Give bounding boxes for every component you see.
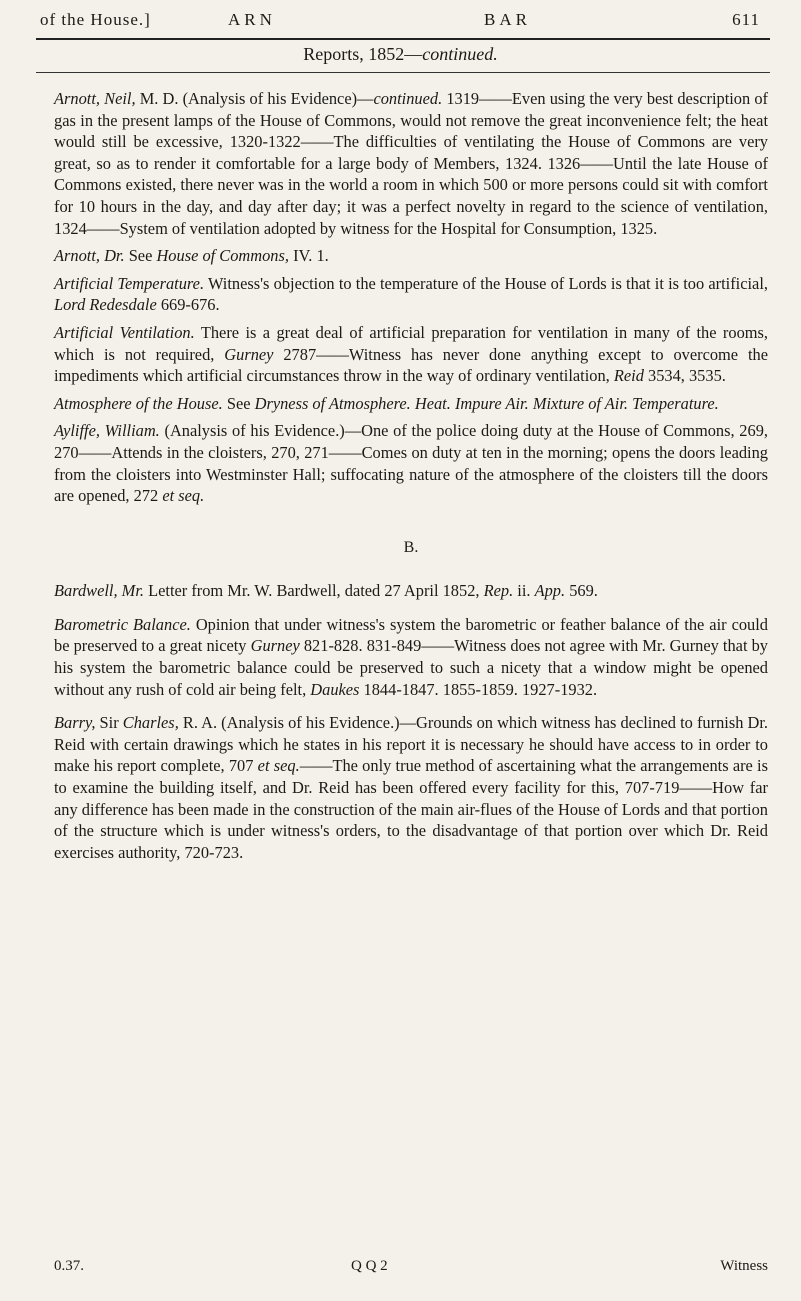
entry-text: 669-676. bbox=[156, 295, 220, 315]
entry-italic-text: Daukes bbox=[310, 679, 360, 699]
entry-heading: Artificial Temperature. bbox=[54, 273, 205, 293]
entry-italic-text: continued. bbox=[373, 89, 443, 108]
entry-italic-text: Gurney bbox=[224, 344, 274, 364]
entry-text: Opinion that under witness's system the barometric or feather balance of the air could be preserved to a great nicety bbox=[54, 614, 768, 656]
subtitle-main: Reports, 1852— bbox=[303, 44, 423, 64]
entry-italic-text: Impure Air. bbox=[454, 393, 529, 413]
entry-italic-text: Lord Redesdale bbox=[54, 295, 157, 315]
top-rule bbox=[36, 38, 770, 40]
entry-text: ii. bbox=[513, 581, 535, 601]
entries-section-a bbox=[54, 88, 768, 507]
index-entry bbox=[54, 88, 768, 239]
index-entry bbox=[54, 712, 768, 863]
footer-sheet-number: 0.37. bbox=[54, 1258, 84, 1274]
entry-text: Sir bbox=[95, 713, 123, 733]
entry-italic-text: Gurney bbox=[250, 636, 300, 656]
letter-heading: B. bbox=[403, 538, 419, 556]
entry-text: 569. bbox=[565, 581, 598, 601]
entry-italic-text: Reid bbox=[613, 366, 644, 386]
entry-heading: Bardwell, Mr. bbox=[54, 581, 144, 601]
entry-text: ——The only true method of ascertaining what the arrangements are is to examine the building itself, and Dr. Reid has been offered every facility for this, 707-719——How far any difference has been made in the construction of the main air-flues of the House of Lords and that portion of the structure which is under witness's orders, to the disadvantage of that portion over which Dr. Reid exercises authority, 720-723. bbox=[54, 756, 768, 862]
entry-heading: Barry, bbox=[54, 713, 96, 733]
entry-text: R. A. (Analysis of his Evidence.)—Grounds on which witness has declined to furnish Dr. Reid with certain drawings which he states in his report it is necessary he should have access to in order to make his report complete, 707 bbox=[54, 713, 768, 776]
running-head bbox=[40, 10, 760, 34]
footer-catchword: Witness bbox=[720, 1258, 768, 1274]
entry-text: See bbox=[222, 393, 255, 413]
entry-heading: Arnott, Dr. bbox=[54, 246, 125, 266]
running-head-left: of the House.] bbox=[40, 10, 151, 29]
entry-text: Letter from Mr. W. Bardwell, dated 27 April 1852, bbox=[144, 581, 484, 601]
entry-heading: Artificial Ventilation. bbox=[54, 322, 195, 342]
index-entry bbox=[54, 614, 768, 700]
index-body bbox=[54, 88, 768, 875]
entries-section-b bbox=[54, 580, 768, 863]
entry-italic-text: Dryness of Atmosphere. bbox=[254, 393, 411, 413]
entry-text: There is a great deal of artificial preparation for ventilation in many of the rooms, which is not required, bbox=[54, 322, 768, 364]
entry-heading: Barometric Balance. bbox=[54, 614, 191, 634]
subtitle-italic: continued. bbox=[422, 44, 498, 64]
entry-italic-text: Mixture of Air. bbox=[532, 393, 628, 413]
entry-text: See bbox=[124, 246, 157, 266]
index-entry bbox=[54, 580, 768, 602]
entry-text: Witness's objection to the temperature of the House of Lords is that it is too artificial, bbox=[204, 273, 768, 293]
entry-heading: Arnott, Neil, bbox=[54, 89, 136, 108]
entry-text: (Analysis of his Evidence.)—One of the police doing duty at the House of Commons, 269, 270——Attends in the cloisters, 270, 271——Comes on duty at ten in the morning; opens the doors leading from the cloisters into Westminster Hall; suffocating nature of the atmosphere of the cloisters till the doors are opened, 272 bbox=[54, 421, 768, 506]
entry-italic-text: Rep. bbox=[483, 581, 514, 601]
index-entry bbox=[54, 393, 768, 415]
entry-heading: Ayliffe, William. bbox=[54, 421, 160, 441]
entry-italic-text: Charles, bbox=[122, 713, 179, 733]
entry-italic-text: et seq. bbox=[162, 486, 205, 506]
page-number: 611 bbox=[732, 10, 760, 29]
index-entry bbox=[54, 245, 768, 267]
entry-italic-text: Temperature. bbox=[632, 393, 719, 413]
entry-italic-text: et seq. bbox=[257, 756, 300, 776]
index-entry bbox=[54, 322, 768, 387]
entry-text: 1844-1847. 1855-1859. 1927-1932. bbox=[359, 679, 598, 699]
entry-italic-text: Heat. bbox=[414, 393, 451, 413]
running-head-first-word: ARN bbox=[228, 10, 276, 29]
running-head-last-word: BAR bbox=[484, 10, 531, 29]
entry-heading: Atmosphere of the House. bbox=[54, 393, 223, 413]
entry-italic-text: House of Commons, bbox=[156, 246, 289, 266]
entry-text: 821-828. 831-849——Witness does not agree with Mr. Gurney that by his system the barometric balance could be preserved to such a nicety that a window might be opened without any rush of cold air being felt, bbox=[54, 636, 768, 699]
footer-signature: Q Q 2 bbox=[351, 1258, 388, 1274]
entry-italic-text: App. bbox=[534, 581, 566, 601]
subtitle-rule bbox=[36, 72, 770, 73]
entry-text: IV. 1. bbox=[288, 246, 329, 266]
entry-text: M. D. (Analysis of his Evidence)— bbox=[135, 89, 374, 108]
entry-text: 1319——Even using the very best description of gas in the present lamps of the House of Commons, would not remove the great inconvenience felt; the heat would still be excessive, 1320-1322——The difficulties of ventilating the House of Commons are very great, so as to render it comfortable for a large body of Members, 1324. 1326——Until the late House of Commons existed, there never was in the world a room in which 500 or more persons could sit with comfort for 10 hours in the day, and day after day; it was a perfect novelty in regard to the science of ventilation, 1324——System of ventilation adopted by witness for the Hospital for Consumption, 1325. bbox=[54, 89, 768, 238]
index-entry bbox=[54, 273, 768, 316]
page-subtitle bbox=[0, 44, 801, 65]
page-footer bbox=[54, 1258, 768, 1278]
entry-text: 3534, 3535. bbox=[643, 366, 726, 386]
entry-text: 2787——Witness has never done anything except to overcome the impediments which artificial circumstances throw in the way of ordinary ventilation, bbox=[54, 344, 769, 386]
index-entry bbox=[54, 420, 768, 506]
